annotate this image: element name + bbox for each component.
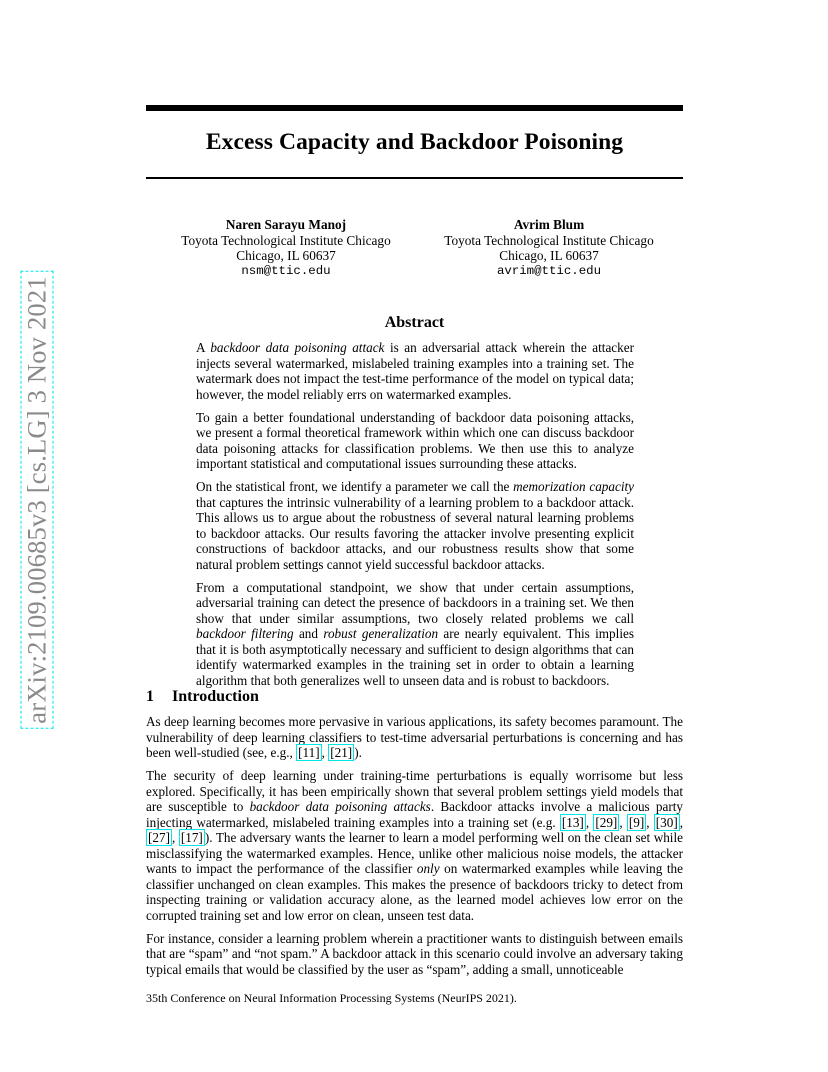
abstract-body [196, 340, 634, 696]
emphasis-text: memorization capacity [513, 479, 635, 494]
author-affiliation: Toyota Technological Institute Chicago [444, 232, 654, 248]
introduction-body [146, 714, 683, 985]
title-rule-top [146, 105, 683, 111]
citation-link[interactable]: [30] [655, 814, 678, 830]
text-run: , [619, 814, 627, 830]
text-run: , [171, 830, 179, 845]
intro-paragraph-2 [146, 768, 683, 923]
intro-paragraph-3: For instance, consider a learning problem wherein a practitioner wants to distinguish between emails that are “spam” and “not spam.” A backdoor attack in this scenario could involve an adversary taking typical emails that would be classified by the user as “spam”, adding a small, unnoticeable [146, 930, 683, 977]
text-run: on watermarked examples while leaving the classifier unchanged on clean examples. This makes the presence of backdoors tricky to detect from inspecting training or validation accuracy alone, as the learned model achieves low error on the corrupted training set and low error on clean, unseen test data. [146, 861, 684, 923]
section-number: 1 [146, 688, 154, 705]
author-2 [420, 217, 678, 279]
text-run: ). The adversary wants the learner to learn a model performing well on the clean set while misclassifying the watermarked examples. Hence, unlike other malicious noise models, the attacker wants to impact the performance of the classifier [146, 830, 683, 876]
author-email[interactable]: avrim@ttic.edu [496, 263, 602, 278]
text-run: is an adversarial attack wherein the attacker injects several watermarked, mislabeled training examples into a training set. The watermark does not impact the test-time performance of the model on typical data; however, the model reliably errs on watermarked examples. [196, 340, 634, 402]
text-run: , [646, 814, 654, 830]
arxiv-identifier-link[interactable]: arXiv:2109.00685v3 [cs.LG] 3 Nov 2021 [21, 271, 54, 729]
abstract-paragraph-2: To gain a better foundational understanding of backdoor data poisoning attacks, we present a formal theoretical framework within which one can discuss backdoor data poisoning attacks for classification problems. We then use this to analyze important statistical and computational issues surrounding these attacks. [196, 409, 634, 471]
text-run: The security of deep learning under training-time perturbations is equally worrisome but less explored. Specifically, it has been empirically shown that several problem settings yield models that are susceptible to [146, 768, 683, 814]
author-email[interactable]: nsm@ttic.edu [241, 263, 331, 278]
text-run: , [321, 745, 329, 760]
author-affiliation: Toyota Technological Institute Chicago [181, 232, 391, 248]
author-name: Avrim Blum [513, 217, 585, 232]
text-run: , [679, 814, 684, 830]
citation-link[interactable]: [17] [180, 830, 203, 845]
citation-link[interactable]: [21] [330, 745, 353, 760]
text-run: are nearly equivalent. This implies that it is both asymptotically necessary and sufficient to design algorithms that can identify watermarked examples in the training set in order to obtain a learning algorithm that both generalizes well to unseen data and is robust to backdoors. [196, 626, 634, 688]
paper-title: Excess Capacity and Backdoor Poisoning [205, 129, 624, 155]
text-run: that captures the intrinsic vulnerability of a learning problem to a backdoor attack. This allows us to argue about the robustness of several natural learning problems to backdoor attacks. Our results favoring the attacker involve presenting explicit constructions of backdoor attacks, and our robustness results show that some natural problem settings cannot yield successful backdoor attacks. [196, 494, 634, 572]
author-location: Chicago, IL 60637 [236, 248, 336, 263]
emphasis-text: backdoor data poisoning attack [210, 340, 385, 355]
text-run: A [196, 340, 211, 355]
emphasis-text: only [416, 861, 440, 876]
text-run: From a computational standpoint, we show that under certain assumptions, adversarial training can detect the presence of backdoors in a training set. We then show that under similar assumptions, two closely related problems we call [196, 579, 634, 626]
text-run: On the statistical front, we identify a parameter we call the [196, 479, 514, 494]
title-rule-bottom [146, 177, 683, 179]
citation-link[interactable]: [29] [595, 814, 618, 830]
emphasis-text: backdoor filtering [196, 626, 294, 641]
citation-link[interactable]: [13] [561, 814, 584, 830]
author-location: Chicago, IL 60637 [499, 248, 599, 263]
text-run: ). [354, 745, 362, 760]
section-heading [146, 688, 259, 706]
emphasis-text: robust generalization [323, 626, 439, 641]
abstract-paragraph-4 [196, 580, 634, 689]
citation-link[interactable]: [27] [148, 830, 170, 845]
citation-link[interactable]: [9] [628, 814, 645, 830]
abstract-paragraph-1 [196, 340, 634, 402]
conference-footer: 35th Conference on Neural Information Processing Systems (NeurIPS 2021). [146, 991, 517, 1005]
text-run: , [585, 814, 594, 830]
abstract-heading: Abstract [384, 314, 445, 331]
intro-paragraph-1 [146, 714, 683, 761]
text-run: and [293, 626, 324, 641]
emphasis-text: backdoor data poisoning attacks [249, 799, 431, 814]
citation-link[interactable]: [11] [298, 745, 320, 760]
abstract-paragraph-3 [196, 479, 634, 572]
text-run: As deep learning becomes more pervasive in various applications, its safety becomes paramount. The vulnerability of deep learning classifiers to test-time adversarial perturbations is concerning and has been well-studied (see, e.g., [146, 714, 683, 760]
author-name: Naren Sarayu Manoj [225, 217, 347, 232]
section-title-text: Introduction [172, 688, 259, 705]
text-run: . Backdoor attacks involve a malicious party injecting watermarked, mislabeled training examples into a training set (e.g. [146, 799, 683, 830]
author-1 [166, 217, 406, 279]
